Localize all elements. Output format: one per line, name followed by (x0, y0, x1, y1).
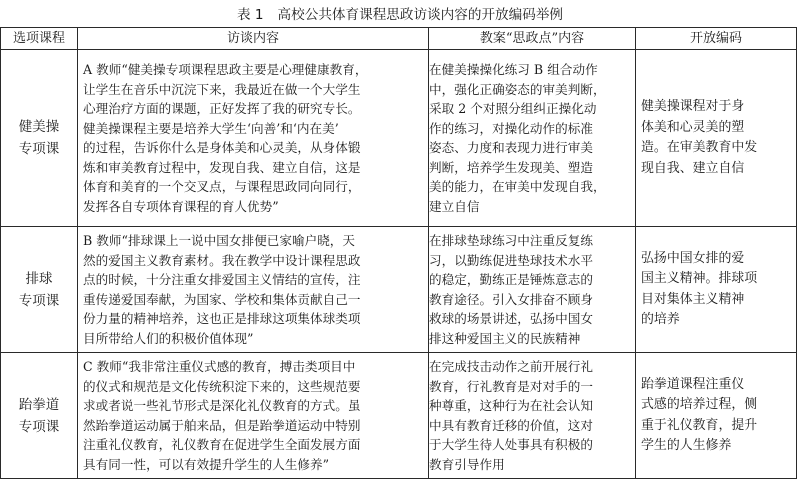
header-course: 选项课程 (1, 28, 78, 50)
header-interview: 访谈内容 (78, 28, 429, 50)
course-cell: 健美操 专项课 (1, 50, 78, 227)
table-number: 表 1 (236, 7, 264, 23)
open-coding-table (0, 27, 797, 479)
lesson-plan-cell: 在健美操操化练习 B 组合动作 中，强化正确姿态的审美判断， 采取 2 个对照分组纠正操化动 作的练习，对操化动作的标准 姿态、力度和表现力进行审美 判断，培养学生发现美、塑造 美的能力，在审美中发现自我， 建立自信 (429, 50, 636, 227)
interview-cell: A 教师“健美操专项课程思政主要是心理健康教育， 让学生在音乐中沉浣下来，我最近在做一个大学生 心理治疗方面的课题，正好发挥了我的研究专长。 健美操课程主要是培养大学生‘向善’和‘内在美’ 的过程，告诉你什么是身体美和心灵美，从身体锻 炼和审美教育过程中，发现自我、建立自信，这是 体育和美育的一个交叉点，与课程思政同向同行， 发挥各自专项体育课程的育人优势” (78, 50, 429, 227)
header-lesson-plan: 教案“思政点”内容 (429, 28, 636, 50)
header-row (1, 28, 797, 50)
lesson-plan-cell: 在完成技击动作之前开展行礼 教育，行礼教育是对对手的一 种尊重，这种行为在社会认知 中具有教育迁移的价值，这对 于大学生待人处事具有积极的 教育引导作用 (429, 353, 636, 479)
lesson-plan-cell: 在排球垫球练习中注重反复练 习，以勤练促进垫球技术水平 的稳定，勤练正是锤炼意志的 教育途径。引入女排奋不顾身 救球的场景讲述，弘扬中国女 排这种爱国主义的民族精神 (429, 227, 636, 353)
course-cell: 排球 专项课 (1, 227, 78, 353)
table-caption (0, 4, 800, 26)
header-open-code: 开放编码 (636, 28, 797, 50)
table-row-taekwondo (1, 353, 797, 479)
open-code-cell: 跆拳道课程注重仪 式感的培养过程，侧 重于礼仪教育，提升 学生的人生修养 (636, 353, 797, 479)
open-code-cell: 弘扬中国女排的爱 国主义精神。排球项 目对集体主义精神 的培养 (636, 227, 797, 353)
table-row-aerobics (1, 50, 797, 227)
course-cell: 跆拳道 专项课 (1, 353, 78, 479)
interview-cell: B 教师“排球课上一说中国女排便已家喻户晓，天 然的爱国主义教育素材。我在教学中设计课程思政 点的时候，十分注重女排爱国主义情结的宣传，注 重传递爱国奉献，为国家、学校和集体贡献自己一 份力量的精神培养，这也正是排球这项集体球类项 目所带给人们的积极价值体现” (78, 227, 429, 353)
open-code-cell: 健美操课程对于身 体美和心灵美的塑 造。在审美教育中发 现自我、建立自信 (636, 50, 797, 227)
interview-cell: C 教师“我非常注重仪式感的教育，搏击类项目中 的仪式和规范是文化传统积淀下来的，这些规范要 求或者说一些礼节形式是深化礼仪教育的方式。虽 然跆拳道运动属于舶来品，但是跆拳道运动中特别 注重礼仪教育，礼仪教育在促进学生全面发展方面 具有同一性，可以有效提升学生的人生修养” (78, 353, 429, 479)
table-row-volleyball (1, 227, 797, 353)
table-title: 高校公共体育课程思政访谈内容的开放编码举例 (277, 7, 564, 23)
